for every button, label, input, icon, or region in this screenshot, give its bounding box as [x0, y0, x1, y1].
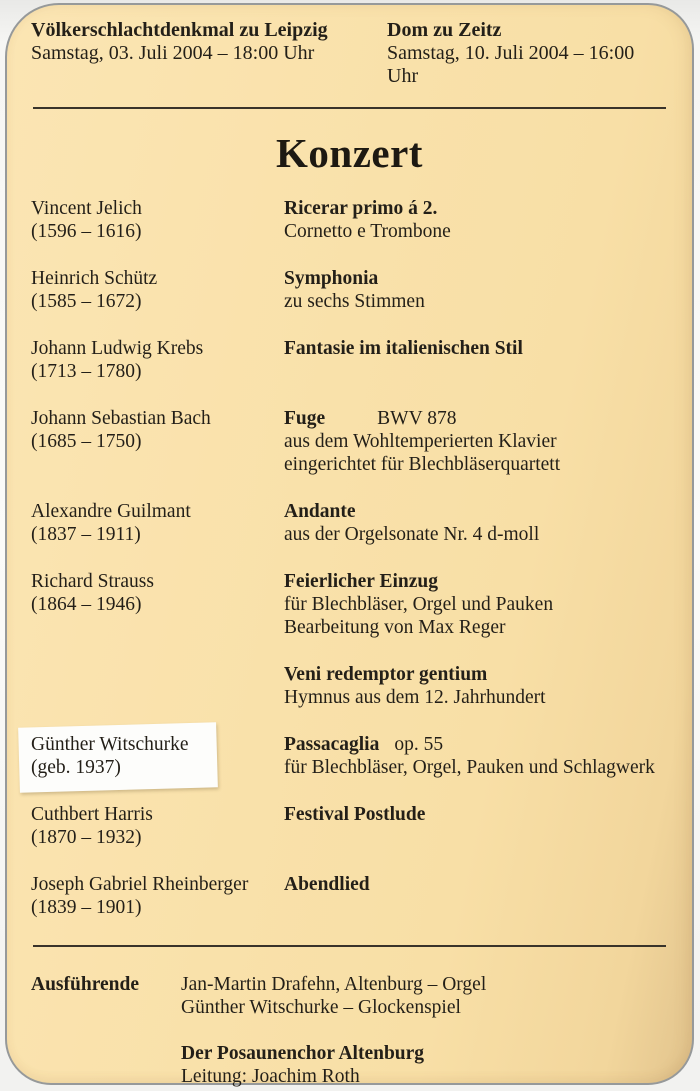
work-title-line — [284, 267, 668, 290]
composer-dates: (geb. 1937) — [31, 757, 121, 778]
work-title: Ricerar primo á 2. — [284, 198, 438, 219]
ensemble-director: Leitung: Joachim Roth — [181, 1066, 360, 1087]
work-title: Festival Postlude — [284, 804, 426, 825]
work-detail: Cornetto e Trombone — [284, 221, 451, 242]
work-title-line — [284, 407, 668, 430]
work-detail: aus dem Wohltemperierten Klavier — [284, 431, 557, 452]
event-date: Samstag, 03. Juli 2004 – 18:00 Uhr — [31, 42, 315, 64]
work-title: Symphonia — [284, 268, 379, 289]
work-block — [284, 407, 668, 476]
event-date: Samstag, 10. Juli 2004 – 16:00 Uhr — [387, 42, 635, 87]
work-title-line — [284, 197, 668, 220]
program-entry — [31, 267, 668, 313]
work-detail: Bearbeitung von Max Reger — [284, 617, 506, 638]
program-entry — [31, 663, 668, 709]
work-block — [284, 663, 668, 709]
work-title-line — [284, 570, 668, 593]
work-title-line — [284, 337, 668, 360]
composer-block — [31, 337, 284, 383]
program-card — [5, 3, 694, 1085]
program-entry — [31, 337, 668, 383]
composer-block — [31, 803, 284, 849]
program-list — [31, 197, 668, 919]
composer-block — [31, 733, 284, 779]
performers-label: Ausführende — [31, 974, 140, 995]
work-title: Veni redemptor gentium — [284, 664, 488, 685]
composer-block — [31, 570, 284, 639]
composer-name: Joseph Gabriel Rheinberger — [31, 874, 249, 895]
composer-name: Vincent Jelich — [31, 198, 142, 219]
composer-dates: (1713 – 1780) — [31, 361, 142, 382]
composer-block — [31, 407, 284, 476]
work-title-line — [284, 733, 668, 756]
ensemble-name: Der Posaunenchor Altenburg — [181, 1043, 425, 1064]
composer-name: Alexandre Guilmant — [31, 501, 191, 522]
program-content — [31, 19, 668, 1088]
performer: Jan-Martin Drafehn, Altenburg – Orgel — [181, 974, 487, 995]
page-title: Konzert — [276, 130, 423, 176]
composer-name: Heinrich Schütz — [31, 268, 158, 289]
work-detail: eingerichtet für Blechbläserquartett — [284, 454, 561, 475]
work-block — [284, 873, 668, 919]
work-title: Fantasie im italienischen Stil — [284, 338, 523, 359]
event-leipzig — [31, 19, 387, 88]
event-zeitz — [387, 19, 668, 88]
work-block — [284, 197, 668, 243]
work-title: Andante — [284, 501, 356, 522]
composer-name: Richard Strauss — [31, 571, 154, 592]
work-block — [284, 570, 668, 639]
composer-dates: (1837 – 1911) — [31, 524, 141, 545]
work-title: Passacaglia — [284, 734, 380, 755]
work-block — [284, 267, 668, 313]
composer-block — [31, 663, 284, 709]
work-title: Feierlicher Einzug — [284, 571, 438, 592]
composer-name: Johann Ludwig Krebs — [31, 338, 204, 359]
program-entry — [31, 500, 668, 546]
composer-block — [31, 197, 284, 243]
program-entry — [31, 197, 668, 243]
program-entry — [31, 733, 668, 779]
spacer — [181, 1019, 668, 1042]
composer-name: Cuthbert Harris — [31, 804, 153, 825]
performers-section — [31, 973, 668, 1088]
work-detail: aus der Orgelsonate Nr. 4 d-moll — [284, 524, 540, 545]
composer-name: Günther Witschurke — [31, 734, 189, 755]
performers-list — [181, 973, 668, 1088]
work-title-line — [284, 500, 668, 523]
performer: Günther Witschurke – Glockenspiel — [181, 997, 461, 1018]
composer-dates: (1839 – 1901) — [31, 897, 142, 918]
footer-divider — [33, 945, 666, 947]
program-entry — [31, 803, 668, 849]
program-entry — [31, 407, 668, 476]
composer-block — [31, 500, 284, 546]
composer-dates: (1685 – 1750) — [31, 431, 142, 452]
work-title: Fuge — [284, 408, 326, 429]
work-block — [284, 337, 668, 383]
program-entry — [31, 873, 668, 919]
work-detail: für Blechbläser, Orgel und Pauken — [284, 594, 554, 615]
composer-dates: (1585 – 1672) — [31, 291, 142, 312]
venue-name: Völkerschlachtdenkmal zu Leipzig — [31, 19, 328, 41]
work-title-line — [284, 873, 668, 896]
work-title-line — [284, 803, 668, 826]
work-block — [284, 803, 668, 849]
work-block — [284, 500, 668, 546]
venue-name: Dom zu Zeitz — [387, 19, 502, 41]
composer-dates: (1596 – 1616) — [31, 221, 142, 242]
event-header — [31, 19, 668, 88]
work-detail: Hymnus aus dem 12. Jahrhundert — [284, 687, 546, 708]
work-title-line — [284, 663, 668, 686]
composer-block — [31, 267, 284, 313]
composer-name: Johann Sebastian Bach — [31, 408, 211, 429]
composer-dates: (1870 – 1932) — [31, 827, 142, 848]
work-block — [284, 733, 668, 779]
header-divider — [33, 107, 666, 109]
program-entry — [31, 570, 668, 639]
work-detail: für Blechbläser, Orgel, Pauken und Schlagwerk — [284, 757, 655, 778]
composer-dates: (1864 – 1946) — [31, 594, 142, 615]
work-opus-number: op. 55 — [394, 734, 444, 755]
work-detail: zu sechs Stimmen — [284, 291, 425, 312]
work-title: Abendlied — [284, 874, 370, 895]
composer-block — [31, 873, 284, 919]
work-catalog-number: BWV 878 — [377, 408, 457, 429]
